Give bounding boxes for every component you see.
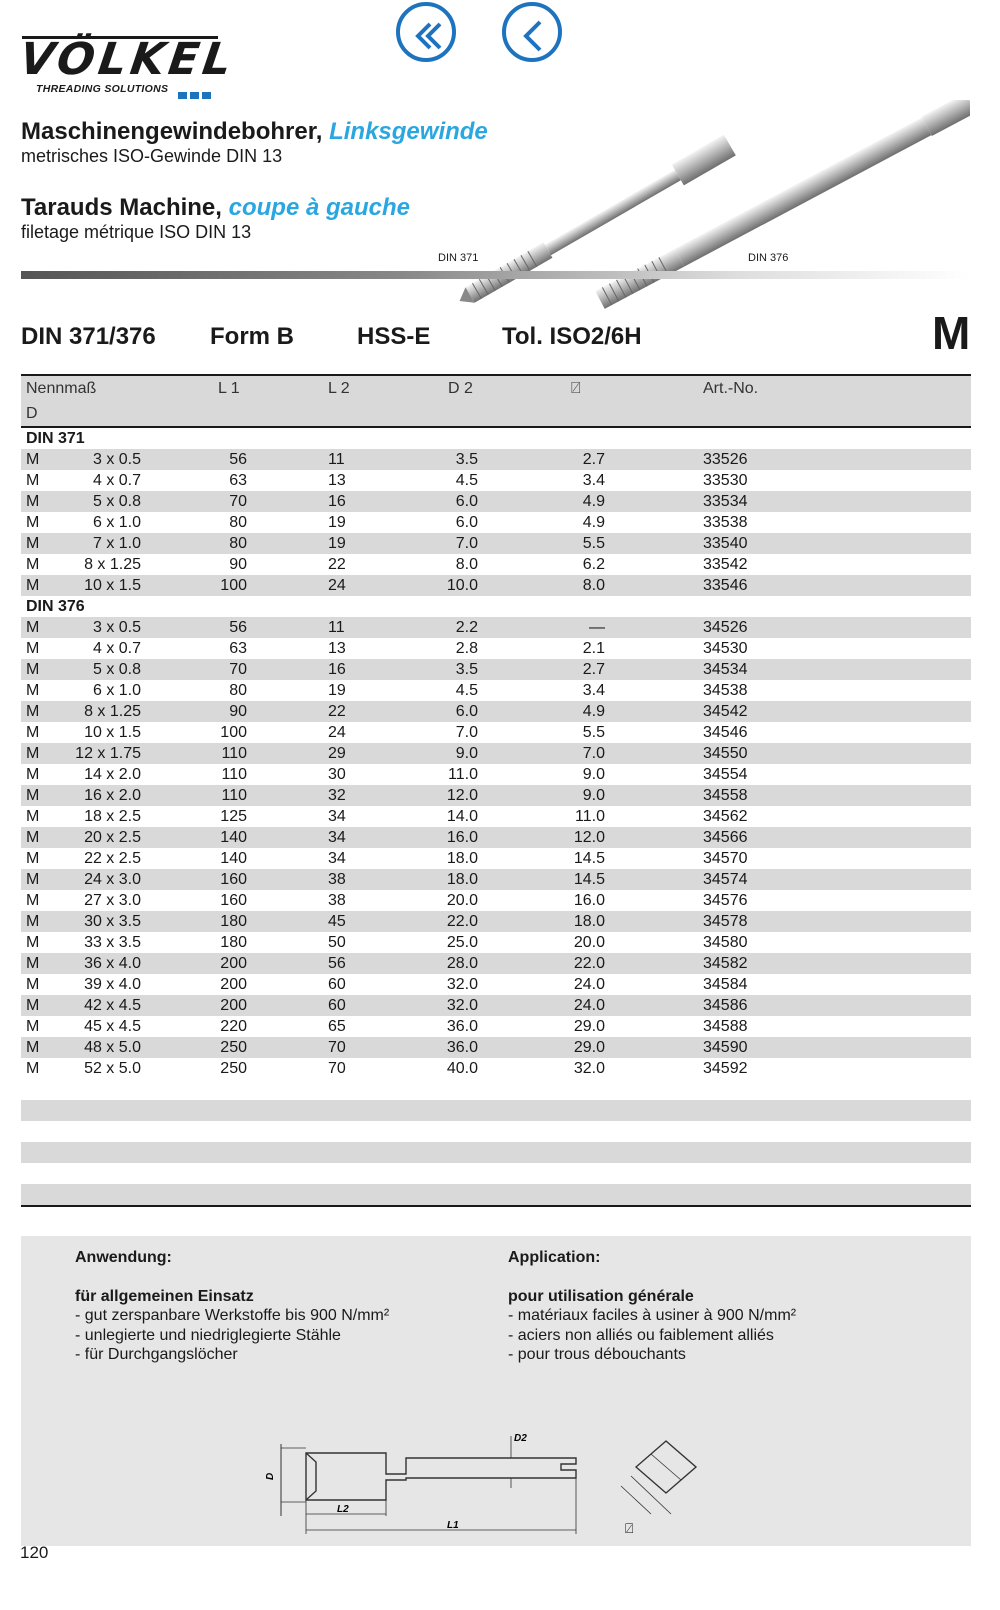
l1-cell: 180	[220, 934, 247, 951]
article-no-cell: 34592	[703, 1060, 748, 1077]
table-filler-row	[21, 1142, 971, 1163]
technical-drawing	[251, 1426, 771, 1546]
l2-cell: 70	[328, 1039, 346, 1056]
square-cell: 14.5	[573, 850, 605, 867]
table-row	[21, 974, 971, 995]
title-de-main: Maschinengewindebohrer,	[21, 118, 323, 145]
d2-cell: 2.8	[455, 640, 478, 657]
size-cell: 33 x 3.5	[84, 934, 141, 951]
application-fr-title: Application:	[508, 1249, 601, 1266]
size-cell: 5 x 0.8	[92, 493, 141, 510]
article-no-cell: 33540	[703, 535, 748, 552]
l2-cell: 34	[328, 829, 346, 846]
l2-cell: 16	[328, 661, 346, 678]
d2-cell: 2.2	[455, 619, 478, 636]
size-cell: 52 x 5.0	[84, 1060, 141, 1077]
unit-cell: M	[26, 556, 40, 573]
l1-cell: 56	[229, 451, 247, 468]
article-no-cell: 34554	[703, 766, 748, 783]
l2-cell: 50	[328, 934, 346, 951]
l1-cell: 63	[229, 472, 247, 489]
unit-cell: M	[26, 934, 40, 951]
l1-cell: 110	[221, 745, 247, 762]
size-cell: 22 x 2.5	[84, 850, 141, 867]
d2-cell: 6.0	[455, 703, 478, 720]
square-cell: 9.0	[582, 766, 605, 783]
article-no-cell: 34576	[703, 892, 748, 909]
l1-cell: 100	[220, 577, 247, 594]
table-row	[21, 470, 971, 491]
unit-cell: M	[26, 1060, 40, 1077]
l2-cell: 60	[328, 976, 346, 993]
article-no-cell: 33526	[703, 451, 748, 468]
size-cell: 14 x 2.0	[84, 766, 141, 783]
article-no-cell: 34546	[703, 724, 748, 741]
l1-cell: 125	[220, 808, 247, 825]
d2-cell: 16.0	[446, 829, 478, 846]
table-row	[21, 890, 971, 911]
application-fr-lead: pour utilisation générale	[508, 1287, 694, 1305]
article-no-cell: 34562	[703, 808, 748, 825]
subtitle-de: metrisches ISO-Gewinde DIN 13	[21, 146, 283, 166]
square-cell: 7.0	[582, 745, 605, 762]
header-l1: L 1	[218, 380, 240, 397]
figure-label-din371: DIN 371	[438, 252, 479, 264]
d2-cell: 25.0	[446, 934, 478, 951]
d2-cell: 4.5	[455, 682, 478, 699]
square-cell: 8.0	[582, 577, 605, 594]
size-cell: 24 x 3.0	[84, 871, 141, 888]
size-cell: 8 x 1.25	[84, 703, 141, 720]
article-no-cell: 34582	[703, 955, 748, 972]
subtitle-fr: filetage métrique ISO DIN 13	[21, 222, 252, 242]
article-no-cell: 34542	[703, 703, 748, 720]
l2-cell: 19	[328, 535, 346, 552]
square-cell: 2.7	[582, 661, 605, 678]
table-row	[21, 827, 971, 848]
article-no-cell: 34588	[703, 1018, 748, 1035]
table-row	[21, 554, 971, 575]
d2-cell: 28.0	[446, 955, 478, 972]
l2-cell: 38	[328, 871, 346, 888]
table-row	[21, 953, 971, 974]
drawing-label-l1: L1	[447, 1520, 459, 1531]
table-row	[21, 785, 971, 806]
l2-cell: 70	[328, 1060, 346, 1077]
size-cell: 6 x 1.0	[92, 682, 141, 699]
table-filler-row	[21, 1100, 971, 1121]
size-cell: 30 x 3.5	[84, 913, 141, 930]
size-cell: 5 x 0.8	[92, 661, 141, 678]
l2-cell: 22	[328, 556, 346, 573]
article-no-cell: 34550	[703, 745, 748, 762]
unit-cell: M	[26, 955, 40, 972]
application-fr-item: - matériaux faciles à usiner à 900 N/mm²	[508, 1307, 797, 1324]
table-row	[21, 533, 971, 554]
application-box	[21, 1236, 971, 1546]
unit-cell: M	[26, 1018, 40, 1035]
square-cell: 9.0	[582, 787, 605, 804]
unit-cell: M	[26, 829, 40, 846]
spec-tolerance: Tol. ISO2/6H	[502, 323, 642, 350]
l1-cell: 160	[220, 871, 247, 888]
square-cell: 3.4	[582, 472, 605, 489]
header-d: D	[26, 405, 38, 422]
size-cell: 20 x 2.5	[84, 829, 141, 846]
table-row	[21, 1058, 971, 1079]
drawing-label-square: ⍁	[625, 1521, 634, 1537]
l2-cell: 32	[328, 787, 346, 804]
unit-cell: M	[26, 997, 40, 1014]
l2-cell: 11	[328, 619, 345, 636]
square-cell: 18.0	[573, 913, 605, 930]
l2-cell: 19	[328, 514, 346, 531]
spec-form: Form B	[210, 323, 294, 350]
application-fr-item: - pour trous débouchants	[508, 1346, 686, 1363]
l1-cell: 80	[229, 682, 247, 699]
square-cell: 24.0	[573, 976, 605, 993]
l1-cell: 80	[229, 535, 247, 552]
table-row	[21, 995, 971, 1016]
application-de	[75, 1248, 389, 1365]
article-no-cell: 33546	[703, 577, 748, 594]
article-no-cell: 34590	[703, 1039, 748, 1056]
size-cell: 3 x 0.5	[92, 451, 141, 468]
article-no-cell: 34538	[703, 682, 748, 699]
article-no-cell: 34558	[703, 787, 748, 804]
size-cell: 18 x 2.5	[84, 808, 141, 825]
table-row	[21, 659, 971, 680]
d2-cell: 20.0	[446, 892, 478, 909]
unit-cell: M	[26, 724, 40, 741]
unit-cell: M	[26, 640, 40, 657]
d2-cell: 40.0	[446, 1060, 478, 1077]
l1-cell: 110	[221, 787, 247, 804]
l1-cell: 200	[220, 997, 247, 1014]
d2-cell: 14.0	[446, 808, 478, 825]
size-cell: 39 x 4.0	[84, 976, 141, 993]
article-no-cell: 34566	[703, 829, 748, 846]
l1-cell: 100	[220, 724, 247, 741]
table-row	[21, 764, 971, 785]
square-cell: 32.0	[573, 1060, 605, 1077]
header-rule	[21, 271, 971, 279]
square-cell: 29.0	[573, 1018, 605, 1035]
table-row	[21, 575, 971, 596]
size-cell: 8 x 1.25	[84, 556, 141, 573]
table-row	[21, 680, 971, 701]
double-chevron-left-icon	[400, 6, 460, 66]
l1-cell: 140	[220, 850, 247, 867]
square-cell: 5.5	[582, 724, 605, 741]
unit-cell: M	[26, 703, 40, 720]
l2-cell: 34	[328, 808, 346, 825]
d2-cell: 10.0	[446, 577, 478, 594]
brand-logo: VÖLKEL	[16, 34, 239, 85]
l1-cell: 220	[220, 1018, 247, 1035]
l2-cell: 56	[328, 955, 346, 972]
unit-cell: M	[26, 1039, 40, 1056]
l2-cell: 19	[328, 682, 346, 699]
product-table	[21, 374, 971, 1207]
table-body	[21, 428, 971, 1079]
article-no-cell: 34570	[703, 850, 748, 867]
table-row	[21, 848, 971, 869]
size-cell: 10 x 1.5	[84, 577, 141, 594]
title-de-emph: Linksgewinde	[329, 118, 488, 145]
size-cell: 36 x 4.0	[84, 955, 141, 972]
title-de	[21, 118, 488, 167]
d2-cell: 32.0	[446, 997, 478, 1014]
square-cell: —	[589, 619, 605, 636]
l2-cell: 65	[328, 1018, 346, 1035]
l1-cell: 70	[229, 661, 247, 678]
l1-cell: 110	[221, 766, 247, 783]
d2-cell: 11.0	[448, 766, 478, 783]
l2-cell: 16	[328, 493, 346, 510]
first-page-button[interactable]	[396, 2, 456, 62]
square-cell: 4.9	[582, 514, 605, 531]
d2-cell: 3.5	[455, 661, 478, 678]
drawing-label-d2: D2	[514, 1433, 527, 1444]
unit-cell: M	[26, 913, 40, 930]
square-cell: 2.1	[582, 640, 605, 657]
table-row	[21, 743, 971, 764]
header-nennmass: Nennmaß	[26, 380, 97, 397]
article-no-cell: 34584	[703, 976, 748, 993]
l1-cell: 90	[229, 703, 247, 720]
unit-cell: M	[26, 514, 40, 531]
title-fr-emph: coupe à gauche	[228, 194, 411, 221]
article-no-cell: 33538	[703, 514, 748, 531]
d2-cell: 36.0	[446, 1018, 478, 1035]
header-l2: L 2	[328, 380, 350, 397]
unit-cell: M	[26, 871, 40, 888]
header-article-no: Art.-No.	[703, 380, 759, 397]
size-cell: 3 x 0.5	[92, 619, 141, 636]
table-row	[21, 911, 971, 932]
size-cell: 48 x 5.0	[84, 1039, 141, 1056]
l1-cell: 200	[220, 955, 247, 972]
table-filler-row	[21, 1163, 971, 1184]
l2-cell: 29	[328, 745, 346, 762]
table-filler-row	[21, 1184, 971, 1207]
square-cell: 20.0	[573, 934, 605, 951]
table-row	[21, 932, 971, 953]
l1-cell: 250	[220, 1060, 247, 1077]
size-cell: 42 x 4.5	[84, 997, 141, 1014]
l2-cell: 38	[328, 892, 346, 909]
table-row	[21, 1016, 971, 1037]
l2-cell: 11	[328, 451, 345, 468]
header-d2: D 2	[448, 380, 473, 397]
table-row	[21, 722, 971, 743]
square-cell: 22.0	[573, 955, 605, 972]
article-no-cell: 34578	[703, 913, 748, 930]
article-no-cell: 33530	[703, 472, 748, 489]
l1-cell: 160	[220, 892, 247, 909]
tap-tools-image	[430, 100, 970, 320]
l2-cell: 24	[328, 724, 346, 741]
square-cell: 2.7	[582, 451, 605, 468]
previous-page-button[interactable]	[502, 2, 562, 62]
d2-cell: 9.0	[455, 745, 478, 762]
brand-tagline: THREADING SOLUTIONS	[36, 83, 169, 95]
article-no-cell: 34574	[703, 871, 748, 888]
article-no-cell: 33534	[703, 493, 748, 510]
unit-cell: M	[26, 577, 40, 594]
application-fr	[508, 1248, 796, 1365]
size-cell: 10 x 1.5	[84, 724, 141, 741]
l2-cell: 45	[328, 913, 346, 930]
l1-cell: 200	[220, 976, 247, 993]
l1-cell: 180	[220, 913, 247, 930]
d2-cell: 7.0	[455, 724, 478, 741]
header-square: ⍁	[571, 380, 581, 397]
unit-cell: M	[26, 682, 40, 699]
table-header	[21, 374, 971, 428]
l2-cell: 24	[328, 577, 346, 594]
d2-cell: 36.0	[446, 1039, 478, 1056]
section-letter: M	[932, 307, 971, 359]
square-cell: 12.0	[573, 829, 605, 846]
d2-cell: 4.5	[455, 472, 478, 489]
section-header: DIN 371	[26, 430, 85, 447]
l1-cell: 56	[229, 619, 247, 636]
unit-cell: M	[26, 493, 40, 510]
size-cell: 4 x 0.7	[92, 640, 141, 657]
application-de-lead: für allgemeinen Einsatz	[75, 1287, 254, 1305]
article-no-cell: 34580	[703, 934, 748, 951]
unit-cell: M	[26, 745, 40, 762]
d2-cell: 18.0	[446, 871, 478, 888]
d2-cell: 22.0	[446, 913, 478, 930]
l1-cell: 70	[229, 493, 247, 510]
application-de-title: Anwendung:	[75, 1249, 172, 1266]
article-no-cell: 33542	[703, 556, 748, 573]
logo-dots	[178, 86, 214, 104]
unit-cell: M	[26, 472, 40, 489]
unit-cell: M	[26, 661, 40, 678]
application-de-item: - gut zerspanbare Werkstoffe bis 900 N/mm²	[75, 1307, 390, 1324]
l1-cell: 80	[229, 514, 247, 531]
l2-cell: 22	[328, 703, 346, 720]
article-no-cell: 34586	[703, 997, 748, 1014]
l1-cell: 63	[229, 640, 247, 657]
unit-cell: M	[26, 787, 40, 804]
d2-cell: 6.0	[455, 493, 478, 510]
square-cell: 5.5	[582, 535, 605, 552]
size-cell: 4 x 0.7	[92, 472, 141, 489]
l2-cell: 34	[328, 850, 346, 867]
square-cell: 4.9	[582, 703, 605, 720]
d2-cell: 3.5	[455, 451, 478, 468]
square-cell: 24.0	[573, 997, 605, 1014]
article-no-cell: 34530	[703, 640, 748, 657]
size-cell: 6 x 1.0	[92, 514, 141, 531]
l2-cell: 13	[328, 640, 346, 657]
unit-cell: M	[26, 535, 40, 552]
d2-cell: 18.0	[446, 850, 478, 867]
drawing-label-l2: L2	[337, 1504, 349, 1515]
square-cell: 14.5	[573, 871, 605, 888]
l1-cell: 90	[229, 556, 247, 573]
table-filler-row	[21, 1121, 971, 1142]
square-cell: 4.9	[582, 493, 605, 510]
section-header: DIN 376	[26, 598, 85, 615]
table-row	[21, 491, 971, 512]
l2-cell: 60	[328, 997, 346, 1014]
d2-cell: 12.0	[446, 787, 478, 804]
table-row	[21, 701, 971, 722]
table-row	[21, 638, 971, 659]
d2-cell: 7.0	[455, 535, 478, 552]
size-cell: 16 x 2.0	[84, 787, 141, 804]
spec-material: HSS-E	[357, 323, 431, 350]
unit-cell: M	[26, 766, 40, 783]
table-row	[21, 1037, 971, 1058]
application-de-item: - für Durchgangslöcher	[75, 1346, 238, 1363]
size-cell: 12 x 1.75	[75, 745, 141, 762]
size-cell: 7 x 1.0	[92, 535, 141, 552]
l1-cell: 250	[220, 1039, 247, 1056]
size-cell: 45 x 4.5	[84, 1018, 141, 1035]
article-no-cell: 34534	[703, 661, 748, 678]
unit-cell: M	[26, 892, 40, 909]
table-row	[21, 449, 971, 470]
square-cell: 16.0	[573, 892, 605, 909]
unit-cell: M	[26, 619, 40, 636]
table-row	[21, 512, 971, 533]
drawing-label-d: D	[265, 1472, 276, 1480]
square-cell: 3.4	[582, 682, 605, 699]
table-row	[21, 869, 971, 890]
square-cell: 29.0	[573, 1039, 605, 1056]
title-fr	[21, 194, 410, 243]
title-fr-main: Tarauds Machine,	[21, 194, 222, 221]
square-cell: 11.0	[575, 808, 605, 825]
unit-cell: M	[26, 976, 40, 993]
l2-cell: 13	[328, 472, 346, 489]
size-cell: 27 x 3.0	[84, 892, 141, 909]
unit-cell: M	[26, 451, 40, 468]
d2-cell: 8.0	[455, 556, 478, 573]
table-row	[21, 806, 971, 827]
application-fr-item: - aciers non alliés ou faiblement alliés	[508, 1326, 774, 1344]
unit-cell: M	[26, 808, 40, 825]
d2-cell: 6.0	[455, 514, 478, 531]
application-de-item: - unlegierte und niedriglegierte Stähle	[75, 1326, 341, 1344]
l2-cell: 30	[328, 766, 346, 783]
article-no-cell: 34526	[703, 619, 748, 636]
spec-din: DIN 371/376	[21, 323, 156, 350]
d2-cell: 32.0	[446, 976, 478, 993]
table-filler-row	[21, 1079, 971, 1100]
l1-cell: 140	[220, 829, 247, 846]
page-number: 120	[20, 1543, 49, 1562]
chevron-left-icon	[506, 6, 566, 66]
unit-cell: M	[26, 850, 40, 867]
table-row	[21, 617, 971, 638]
square-cell: 6.2	[582, 556, 605, 573]
figure-label-din376: DIN 376	[748, 252, 789, 264]
